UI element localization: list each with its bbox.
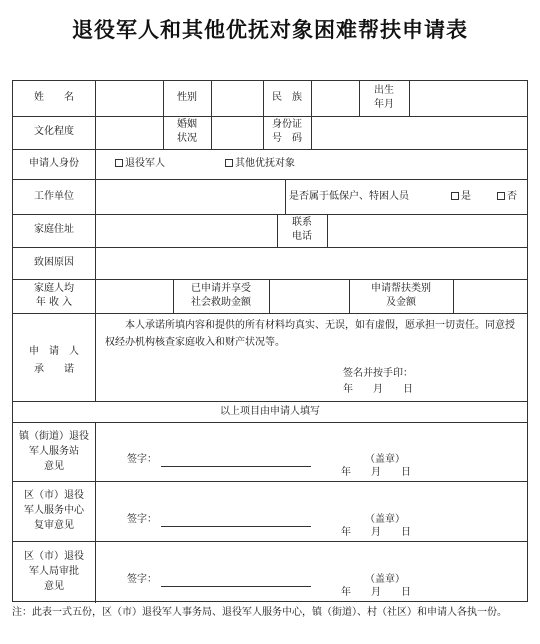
- name-label: 姓 名: [34, 92, 74, 103]
- promise-label: 申 请 人 承 诺: [29, 346, 79, 375]
- address-label: 家庭住址: [34, 224, 74, 235]
- section-label: 区（市）退役 军人服务中心 复审意见: [24, 490, 84, 531]
- col-divider: [453, 279, 454, 313]
- row-divider: [13, 279, 527, 280]
- row-divider: [13, 401, 527, 402]
- signature-line[interactable]: [161, 454, 311, 467]
- col-divider: [409, 81, 410, 116]
- received-aid-label: 已申请并享受 社会救助金额: [191, 283, 251, 308]
- promise-date: 年 月 日: [343, 384, 413, 395]
- sign-fingerprint-label: 签名并按手印：: [343, 368, 413, 379]
- option-veteran[interactable]: 退役军人: [115, 157, 165, 171]
- checkbox-icon[interactable]: [115, 159, 123, 167]
- seal-label: （盖章）: [365, 574, 405, 585]
- row-divider: [13, 313, 527, 314]
- signature-field[interactable]: 签字：: [127, 573, 311, 587]
- section-date: 年 月 日: [341, 587, 411, 598]
- row-divider: [13, 149, 527, 150]
- marital-label: 婚姻 状况: [177, 119, 197, 144]
- option-yes[interactable]: 是: [451, 190, 471, 204]
- ethnicity-label: 民 族: [272, 92, 302, 103]
- seal-label: （盖章）: [365, 514, 405, 525]
- signature-line[interactable]: [161, 574, 311, 587]
- checkbox-icon[interactable]: [225, 159, 233, 167]
- identity-label: 申请人身份: [29, 158, 79, 169]
- row-divider: [13, 541, 527, 542]
- section-label: 镇（街道）退役 军人服务站 意见: [19, 431, 89, 472]
- signature-field[interactable]: 签字：: [127, 513, 311, 527]
- form-title: 退役军人和其他优抚对象困难帮扶申请表: [72, 18, 468, 42]
- col-divider: [311, 81, 312, 149]
- phone-label: 联系 电话: [292, 217, 312, 242]
- section-label: 区（市）退役 军人局审批 意见: [24, 551, 84, 592]
- requested-aid-label: 申请帮扶类别 及金额: [371, 283, 431, 308]
- col-divider: [95, 422, 96, 603]
- footnote: 注：此表一式五份，区（市）退役军人事务局、退役军人服务中心，镇（街道）、村（社区）和申请人各执一份。: [12, 607, 507, 618]
- application-form: [12, 80, 528, 602]
- row-divider: [13, 422, 527, 423]
- col-divider: [285, 179, 286, 214]
- col-divider: [269, 279, 270, 313]
- signature-field[interactable]: 签字：: [127, 453, 311, 467]
- row-divider: [13, 214, 527, 215]
- section-date: 年 月 日: [341, 527, 411, 538]
- id-number-label: 身份证 号 码: [272, 119, 302, 144]
- education-label: 文化程度: [34, 126, 74, 137]
- option-no[interactable]: 否: [497, 190, 517, 204]
- seal-label: （盖章）: [365, 454, 405, 465]
- checkbox-icon[interactable]: [497, 192, 505, 200]
- signature-line[interactable]: [161, 514, 311, 527]
- birth-label: 出生 年月: [374, 85, 394, 110]
- section-date: 年 月 日: [341, 467, 411, 478]
- low-income-question: 是否属于低保户、特困人员: [289, 191, 409, 202]
- income-label: 家庭人均 年 收 入: [34, 283, 74, 308]
- promise-text: 本人承诺所填内容和提供的所有材料均真实、无误，如有虚假，愿承担一切责任。同意授权经办机构核查家庭收入和财产状况等。: [105, 320, 515, 348]
- col-divider: [211, 81, 212, 149]
- row-divider: [13, 481, 527, 482]
- col-divider: [95, 81, 96, 401]
- option-other[interactable]: 其他优抚对象: [225, 157, 295, 171]
- row-divider: [13, 247, 527, 248]
- checkbox-icon[interactable]: [451, 192, 459, 200]
- cause-label: 致困原因: [34, 257, 74, 268]
- row-divider: [13, 116, 527, 117]
- col-divider: [327, 214, 328, 247]
- gender-label: 性别: [177, 92, 197, 103]
- work-unit-label: 工作单位: [34, 191, 74, 202]
- row-divider: [13, 179, 527, 180]
- applicant-filled-note: 以上项目由申请人填写: [220, 406, 320, 417]
